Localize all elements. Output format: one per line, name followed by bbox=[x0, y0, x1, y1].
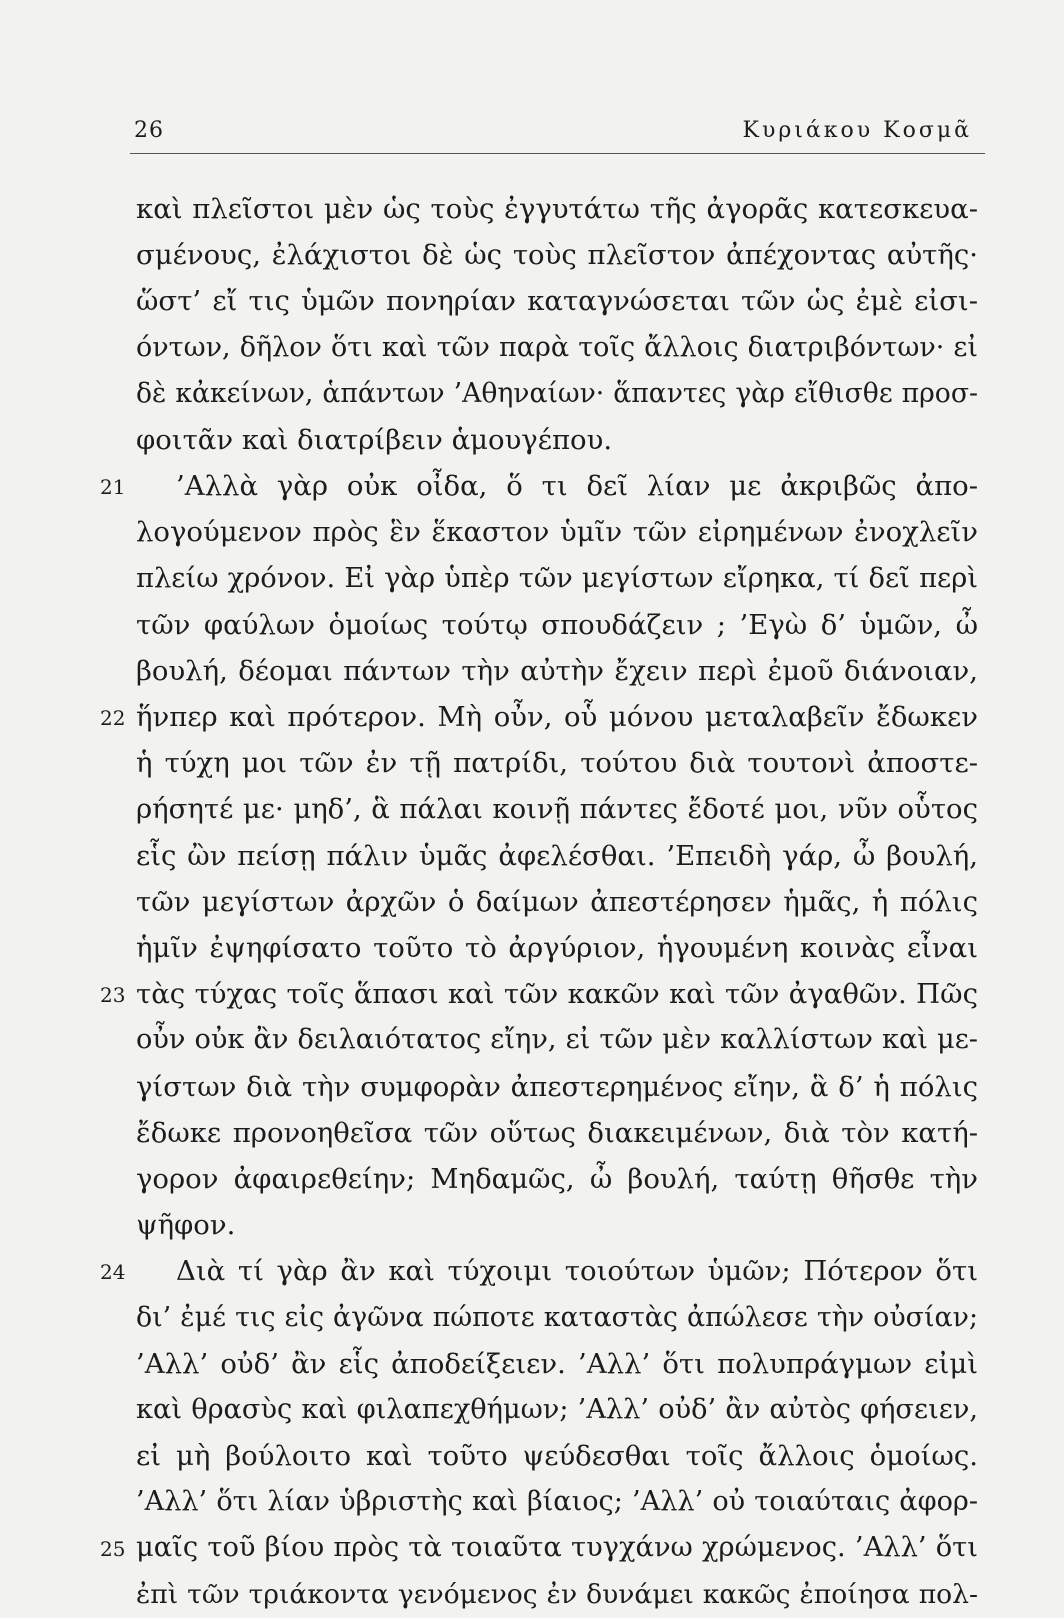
header-rule bbox=[130, 153, 985, 154]
line-text: καὶ θρασὺς καὶ φιλαπεχθήμων; ’Αλλ’ οὐδ’ ἂν αὐτὸς φήσειεν, bbox=[136, 1393, 978, 1425]
text-line bbox=[136, 1110, 978, 1156]
text-line bbox=[136, 509, 978, 555]
text-line bbox=[136, 1387, 978, 1433]
line-text: εἰ μὴ βούλοιτο καὶ τοῦτο ψεύδεσθαι τοῖς ἄλλοις ὁμοίως. bbox=[136, 1440, 978, 1473]
text-line bbox=[136, 325, 978, 371]
line-text: καὶ πλεῖστοι μὲν ὡς τοὺς ἐγγυτάτω τῆς ἀγορᾶς κατεσκευα- bbox=[136, 193, 978, 225]
line-text: βουλή, δέομαι πάντων τὴν αὐτὴν ἔχειν περὶ ἐμοῦ διάνοιαν, bbox=[136, 654, 978, 687]
line-text: δι’ ἐμέ τις εἰς ἀγῶνα πώποτε καταστὰς ἀπώλεσε τὴν οὐσίαν; bbox=[136, 1301, 978, 1333]
text-line bbox=[136, 740, 978, 786]
text-line bbox=[136, 1156, 978, 1202]
line-text: ἥνπερ καὶ πρότερον. Μὴ οὖν, οὗ μόνου μεταλαβεῖν ἔδωκεν bbox=[136, 701, 978, 734]
text-line bbox=[136, 371, 978, 417]
text-line bbox=[100, 694, 978, 740]
line-text: εἷς ὢν πείσῃ πάλιν ὑμᾶς ἀφελέσθαι. ’Επειδὴ γάρ, ὦ βουλή, bbox=[136, 839, 978, 872]
text-line bbox=[136, 786, 978, 832]
text-line bbox=[136, 1341, 978, 1387]
line-text: Διὰ τί γὰρ ἂν καὶ τύχοιμι τοιούτων ὑμῶν; Πότερον ὅτι bbox=[176, 1255, 978, 1288]
text-line bbox=[136, 833, 978, 879]
section-number: 24 bbox=[100, 1260, 126, 1285]
line-text: λογούμενον πρὸς ἓν ἕκαστον ὑμῖν τῶν εἰρημένων ἐνοχλεῖν bbox=[136, 516, 978, 549]
text-line bbox=[136, 1202, 978, 1248]
text-line bbox=[136, 1295, 978, 1341]
line-text: μαῖς τοῦ βίου πρὸς τὰ τοιαῦτα τυγχάνω χρώμενος. ’Αλλ’ ὅτι bbox=[136, 1532, 978, 1564]
text-line bbox=[100, 971, 978, 1017]
page-number: 26 bbox=[134, 118, 164, 143]
text-line bbox=[100, 1525, 978, 1571]
line-text: ρήσητέ με· μηδ’, ἃ πάλαι κοινῇ πάντες ἔδοτέ μοι, νῦν οὗτος bbox=[136, 793, 978, 826]
line-text: ’Αλλὰ γὰρ οὐκ οἶδα, ὅ τι δεῖ λίαν με ἀκριβῶς ἀπο- bbox=[176, 470, 978, 503]
text-line bbox=[136, 186, 978, 232]
text-line bbox=[136, 1479, 978, 1525]
line-text: δὲ κἀκείνων, ἁπάντων ’Αθηναίων· ἅπαντες γὰρ εἴθισθε προσ- bbox=[136, 377, 978, 409]
text-line bbox=[100, 463, 978, 509]
line-text: γίστων διὰ τὴν συμφορὰν ἀπεστερημένος εἴην, ἃ δ’ ἡ πόλις bbox=[136, 1070, 978, 1103]
text-line bbox=[136, 879, 978, 925]
line-text: ’Αλλ’ οὐδ’ ἂν εἷς ἀποδείξειεν. ’Αλλ’ ὅτι πολυπράγμων εἰμὶ bbox=[136, 1347, 978, 1380]
text-line bbox=[136, 232, 978, 278]
line-text: τῶν φαύλων ὁμοίως τούτῳ σπουδάζειν ; ’Εγὼ δ’ ὑμῶν, ὦ bbox=[136, 608, 978, 641]
text-line bbox=[136, 1572, 978, 1618]
text-line bbox=[136, 278, 978, 324]
body-text bbox=[100, 186, 978, 1618]
line-text: ἡ τύχη μοι τῶν ἐν τῇ πατρίδι, τούτου διὰ τουτονὶ ἀποστε- bbox=[136, 747, 978, 780]
line-text: σμένους, ἐλάχιστοι δὲ ὡς τοὺς πλεῖστον ἀπέχοντας αὐτῆς· bbox=[136, 239, 978, 272]
line-text: οὖν οὐκ ἂν δειλαιότατος εἴην, εἰ τῶν μὲν καλλίστων καὶ με- bbox=[136, 1024, 978, 1056]
line-text: ’Αλλ’ ὅτι λίαν ὑβριστὴς καὶ βίαιος; ’Αλλ’ οὐ τοιαύταις ἀφορ- bbox=[136, 1486, 978, 1518]
line-text: τῶν μεγίστων ἀρχῶν ὁ δαίμων ἀπεστέρησεν ἡμᾶς, ἡ πόλις bbox=[136, 885, 978, 918]
text-line bbox=[136, 602, 978, 648]
text-line bbox=[136, 648, 978, 694]
line-text: γορον ἀφαιρεθείην; Μηδαμῶς, ὦ βουλή, ταύτῃ θῆσθε τὴν bbox=[136, 1162, 978, 1195]
running-head: Κυριάκου Κοσμᾶ bbox=[742, 118, 972, 143]
page-header bbox=[130, 118, 980, 148]
line-text: ἐπὶ τῶν τριάκοντα γενόμενος ἐν δυνάμει κακῶς ἐποίησα πολ- bbox=[136, 1578, 978, 1610]
line-text: τὰς τύχας τοῖς ἅπασι καὶ τῶν κακῶν καὶ τῶν ἀγαθῶν. Πῶς bbox=[136, 978, 978, 1011]
line-text: όντων, δῆλον ὅτι καὶ τῶν παρὰ τοῖς ἄλλοις διατριβόντων· εἰ bbox=[136, 331, 978, 363]
section-number: 21 bbox=[100, 475, 126, 500]
section-number: 25 bbox=[100, 1537, 126, 1562]
line-text: ἡμῖν ἐψηφίσατο τοῦτο τὸ ἀργύριον, ἡγουμένη κοινὰς εἶναι bbox=[136, 932, 978, 964]
line-text: ψῆφον. bbox=[136, 1209, 236, 1242]
text-line bbox=[136, 556, 978, 602]
line-text: ἔδωκε προνοηθεῖσα τῶν οὕτως διακειμένων, διὰ τὸν κατή- bbox=[136, 1116, 978, 1149]
line-text: ὥστ’ εἴ τις ὑμῶν πονηρίαν καταγνώσεται τῶν ὡς ἐμὲ εἰσι- bbox=[136, 285, 978, 318]
section-number: 23 bbox=[100, 983, 126, 1008]
line-text: φοιτᾶν καὶ διατρίβειν ἁμουγέπου. bbox=[136, 423, 613, 456]
text-line bbox=[136, 1433, 978, 1479]
text-line bbox=[136, 925, 978, 971]
text-line bbox=[136, 417, 978, 463]
text-line bbox=[100, 1248, 978, 1294]
text-line bbox=[136, 1017, 978, 1063]
line-text: πλείω χρόνον. Εἰ γὰρ ὑπὲρ τῶν μεγίστων εἴρηκα, τί δεῖ περὶ bbox=[136, 562, 978, 594]
section-number: 22 bbox=[100, 706, 126, 731]
text-line bbox=[136, 1064, 978, 1110]
